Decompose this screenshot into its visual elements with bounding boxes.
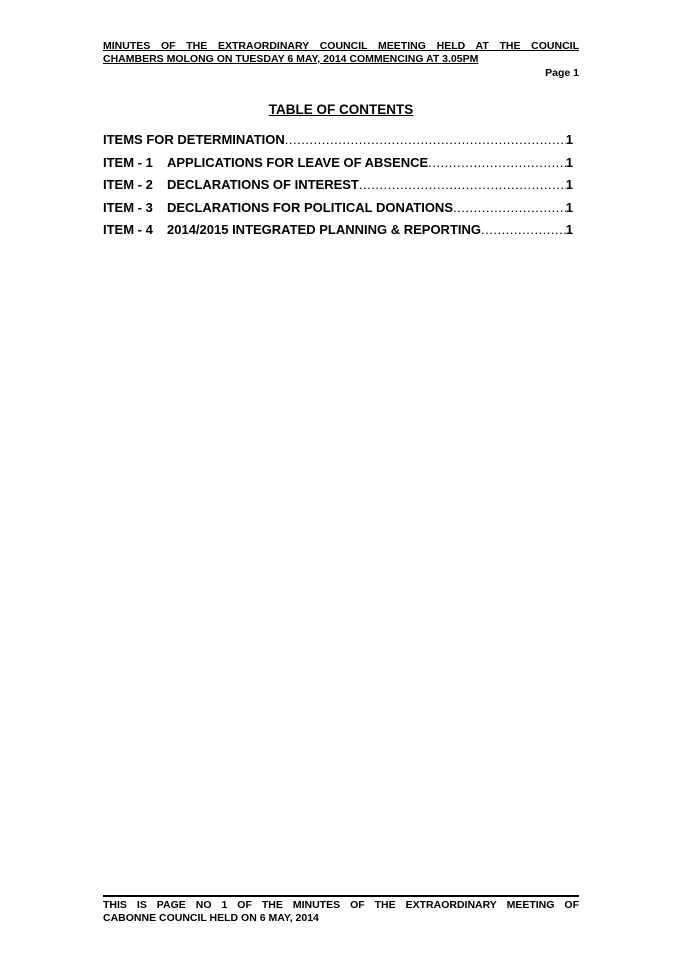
toc-entry-item-3[interactable] xyxy=(103,200,573,223)
toc-title: TABLE OF CONTENTS xyxy=(268,102,414,117)
toc-leader-dots xyxy=(285,132,566,147)
toc-entry-text: APPLICATIONS FOR LEAVE OF ABSENCE xyxy=(167,154,429,170)
page-number: Page 1 xyxy=(545,67,579,79)
toc-leader-dots xyxy=(359,177,566,192)
toc-entry-page: 1 xyxy=(565,132,573,147)
toc-entry-page: 1 xyxy=(565,222,573,237)
document-footer xyxy=(103,899,579,925)
toc-entry-determination[interactable] xyxy=(103,132,573,155)
header-line-1: MINUTES OF THE EXTRAORDINARY COUNCIL MEETING HELD AT THE COUNCIL xyxy=(103,40,579,52)
toc-entry-page: 1 xyxy=(565,177,573,192)
toc-entry-text: ITEMS FOR DETERMINATION xyxy=(103,132,285,147)
toc-leader-dots xyxy=(481,222,566,237)
toc-entry-item-2[interactable] xyxy=(103,177,573,200)
toc-leader-dots xyxy=(428,155,566,170)
document-header xyxy=(103,40,579,66)
footer-line-1: THIS IS PAGE NO 1 OF THE MINUTES OF THE EXTRAORDINARY MEETING OF xyxy=(103,899,579,911)
footer-divider xyxy=(103,895,579,897)
toc-entry-number: ITEM - 1 xyxy=(103,154,153,170)
toc-entry-text: DECLARATIONS FOR POLITICAL DONATIONS xyxy=(167,199,453,215)
toc-leader-dots xyxy=(453,200,566,215)
footer-line-2: CABONNE COUNCIL HELD ON 6 MAY, 2014 xyxy=(103,912,319,924)
header-line-2: CHAMBERS MOLONG ON TUESDAY 6 MAY, 2014 COMMENCING AT 3.05PM xyxy=(103,53,479,65)
toc-entry-page: 1 xyxy=(565,199,573,215)
table-of-contents xyxy=(103,132,573,245)
toc-entry-item-1[interactable] xyxy=(103,155,573,178)
toc-entry-item-4[interactable] xyxy=(103,222,573,245)
toc-entry-number: ITEM - 3 xyxy=(103,199,153,215)
toc-entry-number: ITEM - 2 xyxy=(103,177,153,192)
toc-entry-text: DECLARATIONS OF INTEREST xyxy=(167,177,359,192)
toc-entry-number: ITEM - 4 xyxy=(103,222,153,237)
toc-entry-page: 1 xyxy=(565,154,573,170)
toc-entry-text: 2014/2015 INTEGRATED PLANNING & REPORTING xyxy=(167,222,481,237)
